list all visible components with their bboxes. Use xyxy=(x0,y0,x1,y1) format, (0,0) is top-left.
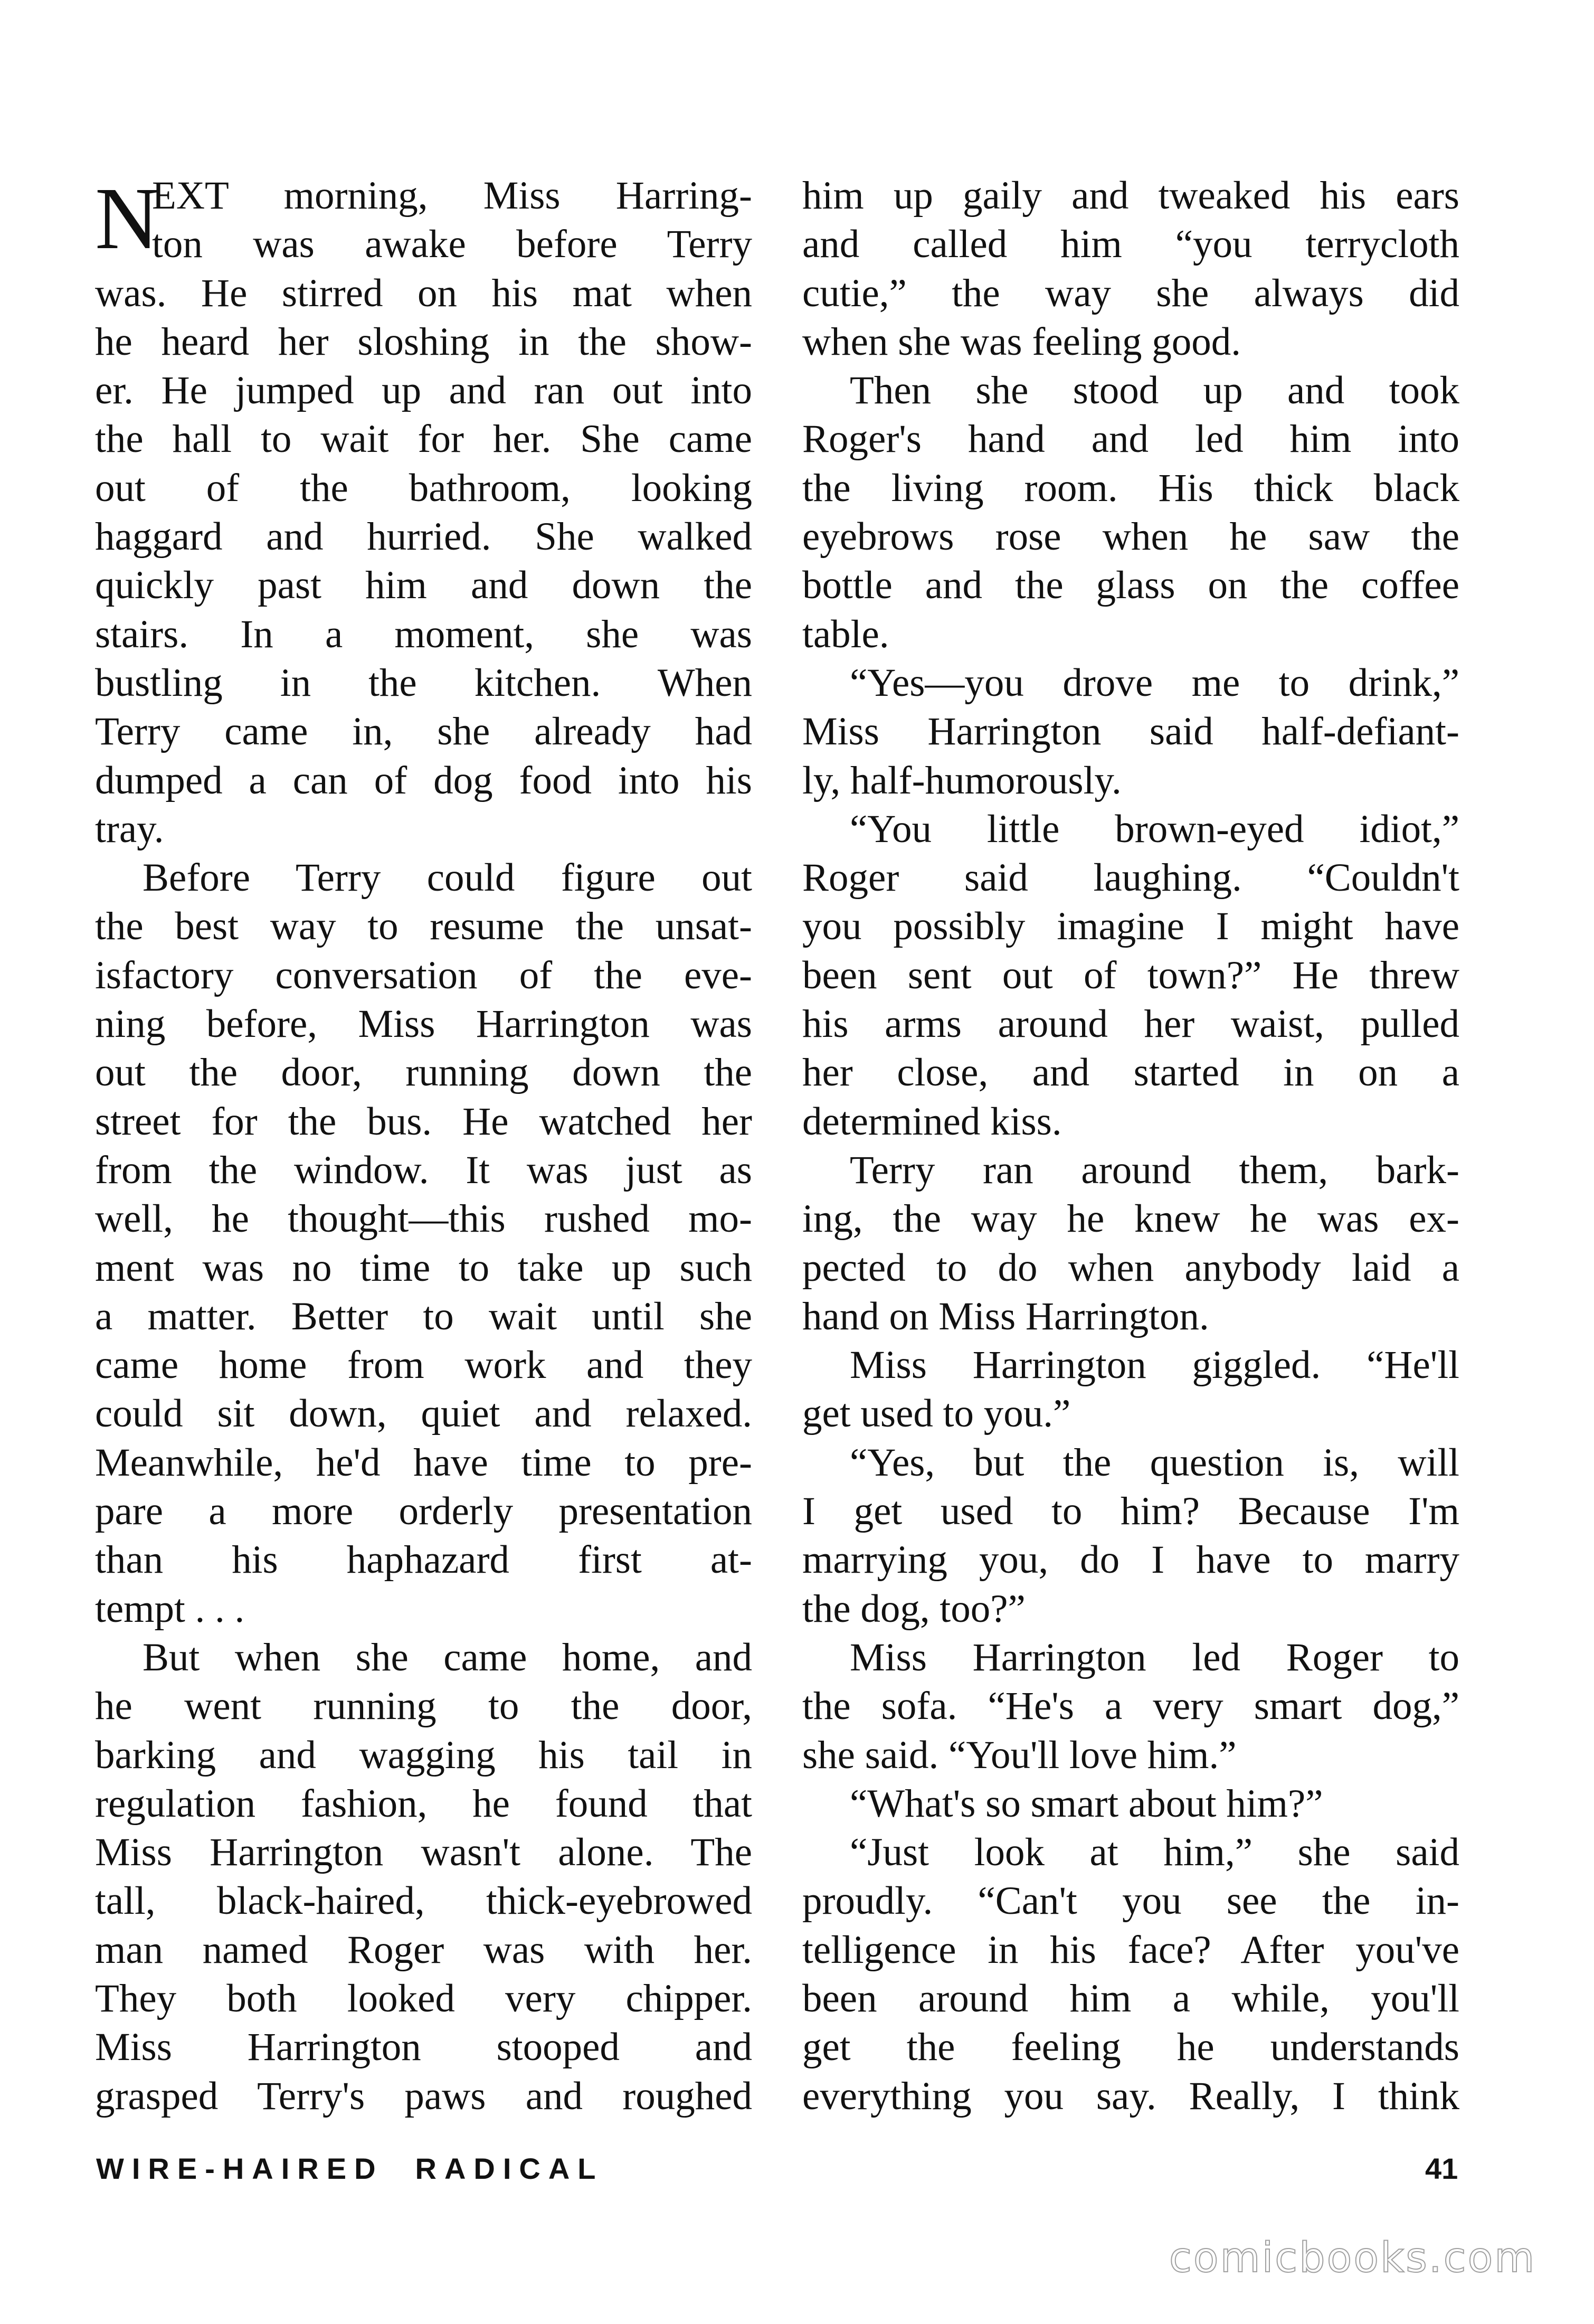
text-line: was. He stirred on his mat when xyxy=(95,271,752,315)
text-line: when she was feeling good. xyxy=(802,319,1241,364)
text-line: man named Roger was with her. xyxy=(95,1928,752,1972)
text-line: Then she stood up and took xyxy=(850,369,1459,413)
page-number: 41 xyxy=(1425,2152,1458,2185)
text-line: the living room. His thick black xyxy=(802,466,1459,510)
text-line: proudly. “Can't you see the in- xyxy=(802,1879,1459,1923)
text-line: Roger's hand and led him into xyxy=(802,417,1459,461)
text-line: a matter. Better to wait until she xyxy=(95,1294,752,1338)
text-line: get used to you.” xyxy=(802,1392,1071,1436)
text-line: pare a more orderly presentation xyxy=(95,1489,752,1534)
text-line: get the feeling he understands xyxy=(802,2025,1459,2070)
text-line: ment was no time to take up such xyxy=(95,1245,752,1290)
text-line: Roger said laughing. “Couldn't xyxy=(802,856,1459,900)
text-line: came home from work and they xyxy=(95,1343,752,1387)
text-line: “You little brown-eyed idiot,” xyxy=(850,807,1459,851)
text-line: EXT morning, Miss Harring- xyxy=(152,174,752,218)
text-line: well, he thought—this rushed mo- xyxy=(95,1197,752,1241)
text-line: Terry ran around them, bark- xyxy=(850,1148,1459,1192)
text-line: ing, the way he knew he was ex- xyxy=(802,1197,1459,1241)
text-line: Miss Harrington giggled. “He'll xyxy=(850,1343,1459,1387)
text-line: eyebrows rose when he saw the xyxy=(802,515,1459,559)
running-title-part1: WIRE-HAIRED xyxy=(96,2152,384,2185)
text-line: the best way to resume the unsat- xyxy=(95,904,752,949)
text-line: Miss Harrington wasn't alone. The xyxy=(95,1830,752,1875)
text-line: Miss Harrington led Roger to xyxy=(850,1635,1459,1679)
text-line: his arms around her waist, pulled xyxy=(802,1002,1459,1046)
text-line: dumped a can of dog food into his xyxy=(95,758,752,802)
text-line: I get used to him? Because I'm xyxy=(802,1489,1459,1534)
text-line: the sofa. “He's a very smart dog,” xyxy=(802,1684,1459,1728)
text-line: everything you say. Really, I think xyxy=(802,2074,1459,2118)
text-line: “Yes—you drove me to drink,” xyxy=(850,660,1459,705)
left-column xyxy=(95,169,752,2121)
text-line: barking and wagging his tail in xyxy=(95,1733,752,1777)
text-line: tall, black-haired, thick-eyebrowed xyxy=(95,1879,752,1923)
text-line: determined kiss. xyxy=(802,1099,1062,1144)
text-line: Before Terry could figure out xyxy=(143,856,752,900)
running-title xyxy=(96,2151,604,2186)
text-line: been around him a while, you'll xyxy=(802,1976,1459,2020)
text-line: could sit down, quiet and relaxed. xyxy=(95,1392,752,1436)
text-line: They both looked very chipper. xyxy=(95,1976,752,2020)
text-line: from the window. It was just as xyxy=(95,1148,752,1192)
text-line: Miss Harrington said half-defiant- xyxy=(802,710,1459,754)
text-line: “Yes, but the question is, will xyxy=(850,1440,1459,1485)
text-line: out the door, running down the xyxy=(95,1051,752,1095)
text-line: But when she came home, and xyxy=(143,1635,752,1679)
text-line: stairs. In a moment, she was xyxy=(95,612,752,656)
text-line: street for the bus. He watched her xyxy=(95,1099,752,1144)
text-line: you possibly imagine I might have xyxy=(802,904,1459,949)
text-line: her close, and started in on a xyxy=(802,1051,1459,1095)
text-line: ton was awake before Terry xyxy=(152,222,752,267)
text-line: tray. xyxy=(95,807,164,851)
text-line: marrying you, do I have to marry xyxy=(802,1538,1459,1582)
text-line: tempt . . . xyxy=(95,1586,245,1631)
drop-cap: N xyxy=(95,169,159,268)
text-line: him up gaily and tweaked his ears xyxy=(802,174,1459,218)
text-line: isfactory conversation of the eve- xyxy=(95,953,752,997)
text-line: hand on Miss Harrington. xyxy=(802,1294,1209,1338)
text-line: he heard her sloshing in the show- xyxy=(95,319,752,364)
text-line: table. xyxy=(802,612,889,656)
right-column xyxy=(802,172,1459,2121)
text-line: grasped Terry's paws and roughed xyxy=(95,2074,752,2118)
text-line: “What's so smart about him?” xyxy=(850,1781,1323,1826)
text-line: been sent out of town?” He threw xyxy=(802,953,1459,997)
text-line: he went running to the door, xyxy=(95,1684,752,1728)
text-line: regulation fashion, he found that xyxy=(95,1781,752,1826)
text-line: haggard and hurried. She walked xyxy=(95,515,752,559)
text-line: the hall to wait for her. She came xyxy=(95,417,752,461)
text-line: Miss Harrington stooped and xyxy=(95,2025,752,2070)
text-line: quickly past him and down the xyxy=(95,563,752,608)
text-line: Terry came in, she already had xyxy=(95,710,752,754)
text-line: the dog, too?” xyxy=(802,1586,1026,1631)
running-title-part2: RADICAL xyxy=(415,2152,604,2185)
text-line: bottle and the glass on the coffee xyxy=(802,563,1459,608)
text-line: er. He jumped up and ran out into xyxy=(95,369,752,413)
text-line: ly, half-humorously. xyxy=(802,758,1122,802)
text-line: she said. “You'll love him.” xyxy=(802,1733,1237,1777)
text-line: “Just look at him,” she said xyxy=(850,1830,1459,1875)
text-line: cutie,” the way she always did xyxy=(802,271,1459,315)
text-line: telligence in his face? After you've xyxy=(802,1928,1459,1972)
watermark: comicbooks.com xyxy=(1169,2234,1536,2282)
text-line: out of the bathroom, looking xyxy=(95,466,752,510)
text-line: than his haphazard first at- xyxy=(95,1538,752,1582)
text-line: bustling in the kitchen. When xyxy=(95,660,752,705)
text-line: and called him “you terrycloth xyxy=(802,222,1459,267)
text-line: pected to do when anybody laid a xyxy=(802,1245,1459,1290)
text-line: ning before, Miss Harrington was xyxy=(95,1002,752,1046)
text-line: Meanwhile, he'd have time to pre- xyxy=(95,1440,752,1485)
